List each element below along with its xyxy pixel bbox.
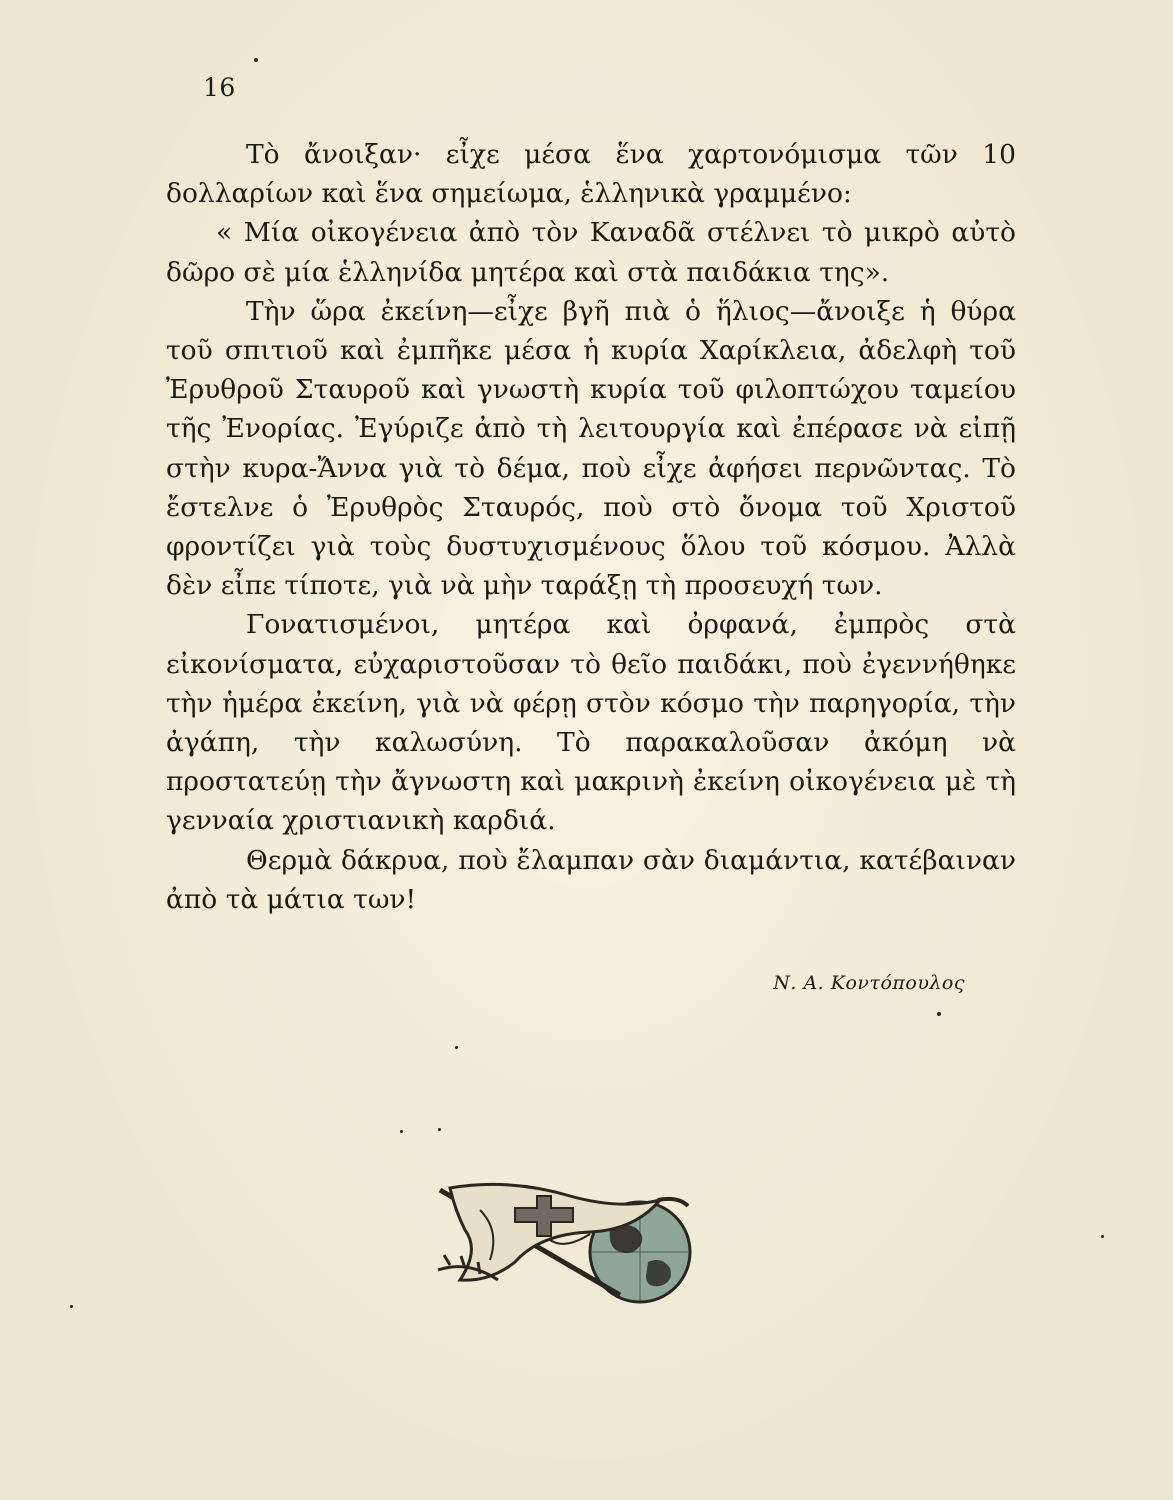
print-speck [400,1130,403,1133]
print-speck [438,1128,441,1131]
paragraph-quote: « Μία οἰκογένεια ἀπὸ τὸν Καναδᾶ στέλνει τὸ μικρὸ αὐτὸ δῶρο σὲ μία ἑλληνίδα μητέρα καὶ στὰ παιδάκια της». [166,217,1016,288]
body-text [166,135,1016,919]
page-number: 16 [203,73,236,102]
print-speck [254,58,258,62]
print-speck [1101,1235,1104,1238]
red-cross-flag-and-globe-icon [420,1170,695,1310]
print-speck [937,1012,941,1016]
author-signature: Ν. Α. Κοντόπουλος [773,972,965,994]
paragraph-3: Τὴν ὥρα ἐκείνη—εἶχε βγῆ πιὰ ὁ ἥλιος—ἄνοιξε ἡ θύρα τοῦ σπιτιοῦ καὶ ἐμπῆκε μέσα ἡ κυρία Χαρίκλεια, ἀδελφὴ τοῦ Ἐρυθροῦ Σταυροῦ καὶ γνωστὴ κυρία τοῦ φιλοπτώχου ταμείου τῆς Ἐνορίας. Ἐγύριζε ἀπὸ τὴ λειτουργία καὶ ἐπέρασε νὰ εἰπῇ στὴν κυρα-Ἄννα γιὰ τὸ δέμα, ποὺ εἶχε ἀφήσει περνῶντας. Τὸ ἔστελνε ὁ Ἐρυθρὸς Σταυρός, ποὺ στὸ ὄνομα τοῦ Χριστοῦ φροντίζει γιὰ τοὺς δυστυχισμένους ὅλου τοῦ κόσμου. Ἀλλὰ δὲν εἶπε τίποτε, γιὰ νὰ μὴν ταράξῃ τὴ προσευχή των. [166,295,1016,602]
paragraph-5: Θερμὰ δάκρυα, ποὺ ἔλαμπαν σὰν διαμάντια, κατέβαιναν ἀπὸ τὰ μάτια των! [166,844,1016,915]
paragraph-4: Γονατισμένοι, μητέρα καὶ ὀρφανά, ἐμπρὸς στὰ εἰκονίσματα, εὐχαριστοῦσαν τὸ θεῖο παιδάκι, ποὺ ἐγεννήθηκε τὴν ἡμέρα ἐκείνη, γιὰ νὰ φέρῃ στὸν κόσμο τὴν παρηγορία, τὴν ἀγάπη, τὴν καλωσύνη. Τὸ παρακαλοῦσαν ἀκόμη νὰ προστατεύῃ τὴν ἄγνωστη καὶ μακρινὴ ἐκείνη οἰκογένεια μὲ τὴ γενναία χριστιανικὴ καρδιά. [166,609,1016,837]
print-speck [70,1305,73,1308]
paragraph-1: Τὸ ἄνοιξαν· εἶχε μέσα ἕνα χαρτονόμισμα τῶν 10 δολλαρίων καὶ ἕνα σημείωμα, ἑλληνικὰ γραμμένο: [166,139,1016,210]
print-speck [455,1046,458,1049]
